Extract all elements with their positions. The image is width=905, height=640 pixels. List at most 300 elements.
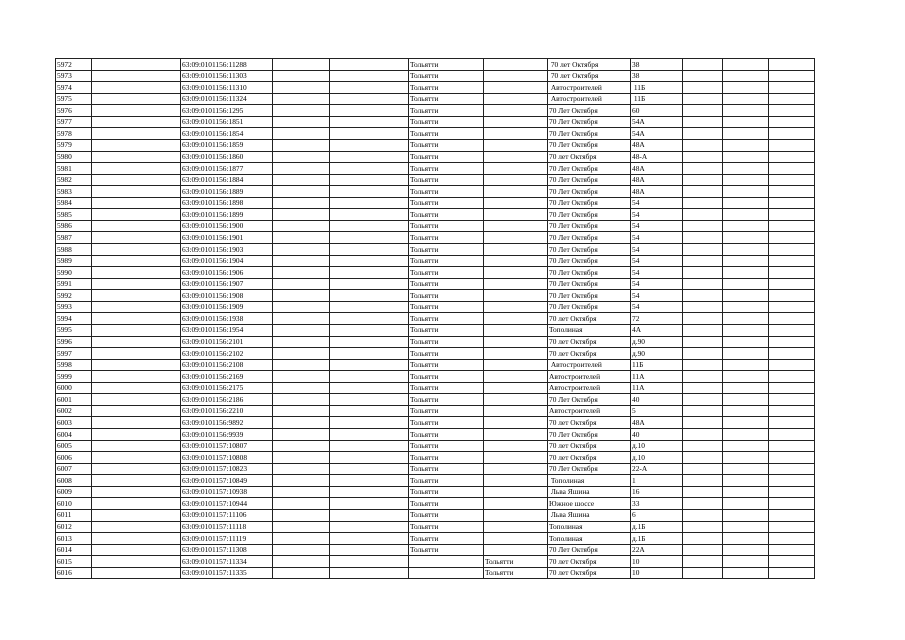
cell-street: 70 Лет Октября (548, 267, 631, 279)
cell-cadastral: 63:09:0101156:1901 (181, 232, 273, 244)
cell-c12 (769, 486, 815, 498)
cell-c10 (683, 405, 723, 417)
cell-num: 5993 (56, 301, 92, 313)
cell-house: 54 (631, 197, 683, 209)
cell-city1: Тольятти (409, 209, 484, 221)
cell-c2 (92, 475, 181, 487)
cell-num: 6008 (56, 475, 92, 487)
cell-c5 (330, 301, 409, 313)
cell-city2 (484, 186, 548, 198)
table-row (56, 452, 815, 464)
cell-num: 5990 (56, 267, 92, 279)
cell-street: Автостроителей (548, 405, 631, 417)
cell-street: 70 Лет Октября (548, 463, 631, 475)
cell-city2 (484, 59, 548, 71)
cell-c10 (683, 509, 723, 521)
cell-c5 (330, 82, 409, 94)
cell-street: 70 Лет Октября (548, 544, 631, 556)
cell-c5 (330, 59, 409, 71)
cell-c11 (723, 417, 769, 429)
cell-c11 (723, 197, 769, 209)
cell-num: 5982 (56, 174, 92, 186)
cell-cadastral: 63:09:0101156:2186 (181, 394, 273, 406)
cell-c12 (769, 394, 815, 406)
cell-c12 (769, 533, 815, 545)
cell-cadastral: 63:09:0101156:9892 (181, 417, 273, 429)
cell-num: 5985 (56, 209, 92, 221)
cell-cadastral: 63:09:0101157:10944 (181, 498, 273, 510)
cell-cadastral: 63:09:0101157:11119 (181, 533, 273, 545)
cell-street: 70 Лет Октября (548, 278, 631, 290)
cell-c11 (723, 128, 769, 140)
cell-c12 (769, 290, 815, 302)
cell-c5 (330, 244, 409, 256)
cell-c5 (330, 290, 409, 302)
table-row (56, 209, 815, 221)
cell-house: 11Б (631, 359, 683, 371)
cell-c11 (723, 359, 769, 371)
cell-c2 (92, 151, 181, 163)
cell-num: 5986 (56, 220, 92, 232)
table-row (56, 59, 815, 71)
table-row (56, 93, 815, 105)
cell-c2 (92, 70, 181, 82)
cell-city1: Тольятти (409, 498, 484, 510)
cell-city1: Тольятти (409, 336, 484, 348)
cell-c2 (92, 498, 181, 510)
cell-c5 (330, 382, 409, 394)
cell-c2 (92, 59, 181, 71)
cell-street: 70 Лет Октября (548, 220, 631, 232)
cell-house: 6 (631, 509, 683, 521)
cell-house: 40 (631, 394, 683, 406)
cell-c12 (769, 267, 815, 279)
cell-c4 (273, 244, 330, 256)
cell-c10 (683, 290, 723, 302)
cell-c11 (723, 521, 769, 533)
cell-city1: Тольятти (409, 267, 484, 279)
cell-cadastral: 63:09:0101156:1884 (181, 174, 273, 186)
cell-cadastral: 63:09:0101156:2169 (181, 371, 273, 383)
cell-c2 (92, 255, 181, 267)
cell-c11 (723, 348, 769, 360)
cell-c10 (683, 278, 723, 290)
cell-num: 6015 (56, 556, 92, 568)
cell-street: Льва Яшина (548, 486, 631, 498)
cell-city1: Тольятти (409, 197, 484, 209)
cell-c2 (92, 301, 181, 313)
cell-c5 (330, 324, 409, 336)
cell-city2 (484, 301, 548, 313)
cell-city1: Тольятти (409, 533, 484, 545)
cell-c4 (273, 498, 330, 510)
cell-street: 70 лет Октября (548, 313, 631, 325)
cell-c5 (330, 486, 409, 498)
cell-cadastral: 63:09:0101156:1938 (181, 313, 273, 325)
cell-c4 (273, 417, 330, 429)
cell-num: 6009 (56, 486, 92, 498)
table-row (56, 290, 815, 302)
cell-c12 (769, 174, 815, 186)
cell-c12 (769, 567, 815, 579)
cell-cadastral: 63:09:0101156:1899 (181, 209, 273, 221)
table-row (56, 348, 815, 360)
cell-c5 (330, 452, 409, 464)
cell-cadastral: 63:09:0101156:1859 (181, 139, 273, 151)
cell-city2 (484, 105, 548, 117)
table-row (56, 486, 815, 498)
cell-house: 54 (631, 209, 683, 221)
cell-house: д.1Б (631, 533, 683, 545)
cell-house: 48А (631, 163, 683, 175)
cell-c12 (769, 324, 815, 336)
cell-house: 48А (631, 417, 683, 429)
cell-street: Автостроителей (548, 371, 631, 383)
cell-c12 (769, 359, 815, 371)
table-row (56, 556, 815, 568)
cell-c2 (92, 509, 181, 521)
cell-c12 (769, 278, 815, 290)
cell-c12 (769, 429, 815, 441)
cell-num: 6014 (56, 544, 92, 556)
cell-house: 54 (631, 220, 683, 232)
cell-c12 (769, 70, 815, 82)
cell-street: Тополиная (548, 324, 631, 336)
cell-c2 (92, 220, 181, 232)
cell-house: 11Б (631, 93, 683, 105)
cell-c2 (92, 105, 181, 117)
cell-city1: Тольятти (409, 440, 484, 452)
cell-cadastral: 63:09:0101156:2101 (181, 336, 273, 348)
cell-city1: Тольятти (409, 186, 484, 198)
cell-house: 11Б (631, 82, 683, 94)
cell-c4 (273, 105, 330, 117)
cell-c2 (92, 567, 181, 579)
cell-c4 (273, 301, 330, 313)
cell-street: 70 Лет Октября (548, 255, 631, 267)
cell-c5 (330, 405, 409, 417)
cell-city1: Тольятти (409, 429, 484, 441)
cell-c4 (273, 463, 330, 475)
cell-c11 (723, 301, 769, 313)
cell-city2 (484, 475, 548, 487)
cell-c11 (723, 463, 769, 475)
table-row (56, 70, 815, 82)
cell-house: 54 (631, 267, 683, 279)
cell-c11 (723, 429, 769, 441)
cell-c4 (273, 475, 330, 487)
cell-num: 5976 (56, 105, 92, 117)
table-row (56, 151, 815, 163)
cell-c12 (769, 556, 815, 568)
cell-c10 (683, 452, 723, 464)
cell-street: Льва Яшина (548, 509, 631, 521)
cell-city2 (484, 336, 548, 348)
cell-street: 70 Лет Октября (548, 186, 631, 198)
cell-cadastral: 63:09:0101157:10938 (181, 486, 273, 498)
cell-c10 (683, 93, 723, 105)
cell-c5 (330, 498, 409, 510)
cell-cadastral: 63:09:0101157:11308 (181, 544, 273, 556)
cell-c2 (92, 267, 181, 279)
table-row (56, 128, 815, 140)
cell-c2 (92, 486, 181, 498)
cell-c4 (273, 174, 330, 186)
cell-cadastral: 63:09:0101157:10849 (181, 475, 273, 487)
cell-city1: Тольятти (409, 290, 484, 302)
cell-c5 (330, 128, 409, 140)
cell-num: 5989 (56, 255, 92, 267)
cell-c2 (92, 452, 181, 464)
cell-c5 (330, 567, 409, 579)
cell-c5 (330, 336, 409, 348)
cell-c10 (683, 82, 723, 94)
cell-c4 (273, 313, 330, 325)
cell-c2 (92, 209, 181, 221)
cell-cadastral: 63:09:0101156:1898 (181, 197, 273, 209)
cell-city1: Тольятти (409, 105, 484, 117)
cell-cadastral: 63:09:0101156:1906 (181, 267, 273, 279)
cell-num: 6000 (56, 382, 92, 394)
cell-c11 (723, 509, 769, 521)
cell-num: 6004 (56, 429, 92, 441)
cell-c2 (92, 359, 181, 371)
cell-street: 70 Лет Октября (548, 301, 631, 313)
cell-c10 (683, 429, 723, 441)
cell-cadastral: 63:09:0101157:10823 (181, 463, 273, 475)
cell-c10 (683, 544, 723, 556)
cell-c11 (723, 255, 769, 267)
cell-house: 1 (631, 475, 683, 487)
cell-city1: Тольятти (409, 59, 484, 71)
table-row (56, 186, 815, 198)
cell-c10 (683, 359, 723, 371)
cell-c4 (273, 556, 330, 568)
cell-num: 5980 (56, 151, 92, 163)
cell-num: 5975 (56, 93, 92, 105)
cell-c2 (92, 463, 181, 475)
cell-c5 (330, 139, 409, 151)
cell-house: 48А (631, 139, 683, 151)
cell-c2 (92, 324, 181, 336)
cell-cadastral: 63:09:0101156:1295 (181, 105, 273, 117)
cell-house: 72 (631, 313, 683, 325)
cell-c5 (330, 255, 409, 267)
cell-cadastral: 63:09:0101156:1908 (181, 290, 273, 302)
cell-c10 (683, 521, 723, 533)
cell-c5 (330, 232, 409, 244)
cell-city1: Тольятти (409, 301, 484, 313)
cell-c4 (273, 232, 330, 244)
cell-c11 (723, 405, 769, 417)
cell-c2 (92, 382, 181, 394)
registry-table (55, 58, 815, 579)
cell-cadastral: 63:09:0101156:1900 (181, 220, 273, 232)
table-row (56, 278, 815, 290)
cell-house: 54 (631, 278, 683, 290)
cell-c4 (273, 521, 330, 533)
cell-c11 (723, 59, 769, 71)
cell-street: 70 Лет Октября (548, 174, 631, 186)
cell-c12 (769, 209, 815, 221)
cell-city2: Тольятти (484, 567, 548, 579)
table-row (56, 405, 815, 417)
cell-cadastral: 63:09:0101156:1854 (181, 128, 273, 140)
cell-num: 5988 (56, 244, 92, 256)
cell-c5 (330, 533, 409, 545)
cell-city2 (484, 359, 548, 371)
cell-cadastral: 63:09:0101156:11303 (181, 70, 273, 82)
cell-c5 (330, 348, 409, 360)
cell-c10 (683, 105, 723, 117)
cell-c12 (769, 128, 815, 140)
cell-street: 70 лет Октября (548, 70, 631, 82)
cell-c11 (723, 220, 769, 232)
cell-city1 (409, 556, 484, 568)
cell-house: 33 (631, 498, 683, 510)
cell-c2 (92, 128, 181, 140)
cell-c11 (723, 186, 769, 198)
cell-house: 22-А (631, 463, 683, 475)
cell-c2 (92, 348, 181, 360)
cell-city1: Тольятти (409, 348, 484, 360)
cell-city2 (484, 232, 548, 244)
cell-city2 (484, 509, 548, 521)
cell-num: 5991 (56, 278, 92, 290)
cell-city1: Тольятти (409, 116, 484, 128)
cell-city2 (484, 313, 548, 325)
cell-c10 (683, 336, 723, 348)
cell-cadastral: 63:09:0101157:11335 (181, 567, 273, 579)
cell-c2 (92, 186, 181, 198)
cell-c10 (683, 255, 723, 267)
cell-c10 (683, 301, 723, 313)
cell-c5 (330, 93, 409, 105)
cell-house: д.10 (631, 440, 683, 452)
cell-c2 (92, 93, 181, 105)
cell-c10 (683, 174, 723, 186)
table-row (56, 509, 815, 521)
table-row (56, 313, 815, 325)
cell-c12 (769, 105, 815, 117)
cell-num: 5974 (56, 82, 92, 94)
cell-c11 (723, 533, 769, 545)
cell-c5 (330, 267, 409, 279)
cell-city2 (484, 382, 548, 394)
cell-city2 (484, 163, 548, 175)
cell-c10 (683, 533, 723, 545)
table-row (56, 255, 815, 267)
table-row (56, 521, 815, 533)
cell-house: д.90 (631, 336, 683, 348)
cell-cadastral: 63:09:0101157:11106 (181, 509, 273, 521)
cell-c11 (723, 475, 769, 487)
cell-num: 5978 (56, 128, 92, 140)
cell-city1: Тольятти (409, 163, 484, 175)
cell-city2 (484, 498, 548, 510)
cell-c5 (330, 440, 409, 452)
cell-c2 (92, 533, 181, 545)
cell-c11 (723, 82, 769, 94)
cell-c2 (92, 139, 181, 151)
cell-c4 (273, 348, 330, 360)
cell-city1: Тольятти (409, 452, 484, 464)
cell-c2 (92, 82, 181, 94)
table-body (56, 59, 815, 579)
cell-cadastral: 63:09:0101156:2175 (181, 382, 273, 394)
cell-num: 6006 (56, 452, 92, 464)
cell-city1: Тольятти (409, 255, 484, 267)
cell-c5 (330, 509, 409, 521)
cell-c12 (769, 521, 815, 533)
cell-c4 (273, 82, 330, 94)
cell-c4 (273, 567, 330, 579)
cell-c12 (769, 348, 815, 360)
cell-street: 70 Лет Октября (548, 105, 631, 117)
cell-c12 (769, 544, 815, 556)
cell-c12 (769, 463, 815, 475)
cell-house: 48А (631, 186, 683, 198)
cell-num: 6007 (56, 463, 92, 475)
cell-city2 (484, 533, 548, 545)
cell-house: 48-А (631, 151, 683, 163)
cell-c2 (92, 290, 181, 302)
cell-c4 (273, 336, 330, 348)
cell-c4 (273, 405, 330, 417)
table-row (56, 429, 815, 441)
cell-c5 (330, 394, 409, 406)
cell-house: д.10 (631, 452, 683, 464)
cell-c10 (683, 382, 723, 394)
cell-house: д.90 (631, 348, 683, 360)
cell-city2 (484, 197, 548, 209)
cell-c5 (330, 174, 409, 186)
cell-c5 (330, 463, 409, 475)
cell-num: 5998 (56, 359, 92, 371)
cell-city1 (409, 567, 484, 579)
cell-city1: Тольятти (409, 394, 484, 406)
cell-city1: Тольятти (409, 232, 484, 244)
cell-street: 70 лет Октября (548, 452, 631, 464)
cell-c12 (769, 405, 815, 417)
table-row (56, 359, 815, 371)
cell-cadastral: 63:09:0101156:9939 (181, 429, 273, 441)
cell-street: 70 лет Октября (548, 556, 631, 568)
cell-c10 (683, 209, 723, 221)
cell-c2 (92, 244, 181, 256)
cell-city1: Тольятти (409, 521, 484, 533)
cell-street: Тополиная (548, 475, 631, 487)
cell-city1: Тольятти (409, 475, 484, 487)
cell-num: 6012 (56, 521, 92, 533)
cell-c5 (330, 163, 409, 175)
cell-c11 (723, 93, 769, 105)
cell-c2 (92, 556, 181, 568)
table-row (56, 498, 815, 510)
cell-city1: Тольятти (409, 220, 484, 232)
cell-c11 (723, 70, 769, 82)
cell-c10 (683, 267, 723, 279)
cell-street: Автостроителей (548, 82, 631, 94)
cell-city1: Тольятти (409, 359, 484, 371)
cell-city1: Тольятти (409, 82, 484, 94)
cell-city2 (484, 174, 548, 186)
table-row (56, 116, 815, 128)
cell-cadastral: 63:09:0101156:11324 (181, 93, 273, 105)
cell-c4 (273, 139, 330, 151)
cell-c4 (273, 440, 330, 452)
cell-c10 (683, 163, 723, 175)
